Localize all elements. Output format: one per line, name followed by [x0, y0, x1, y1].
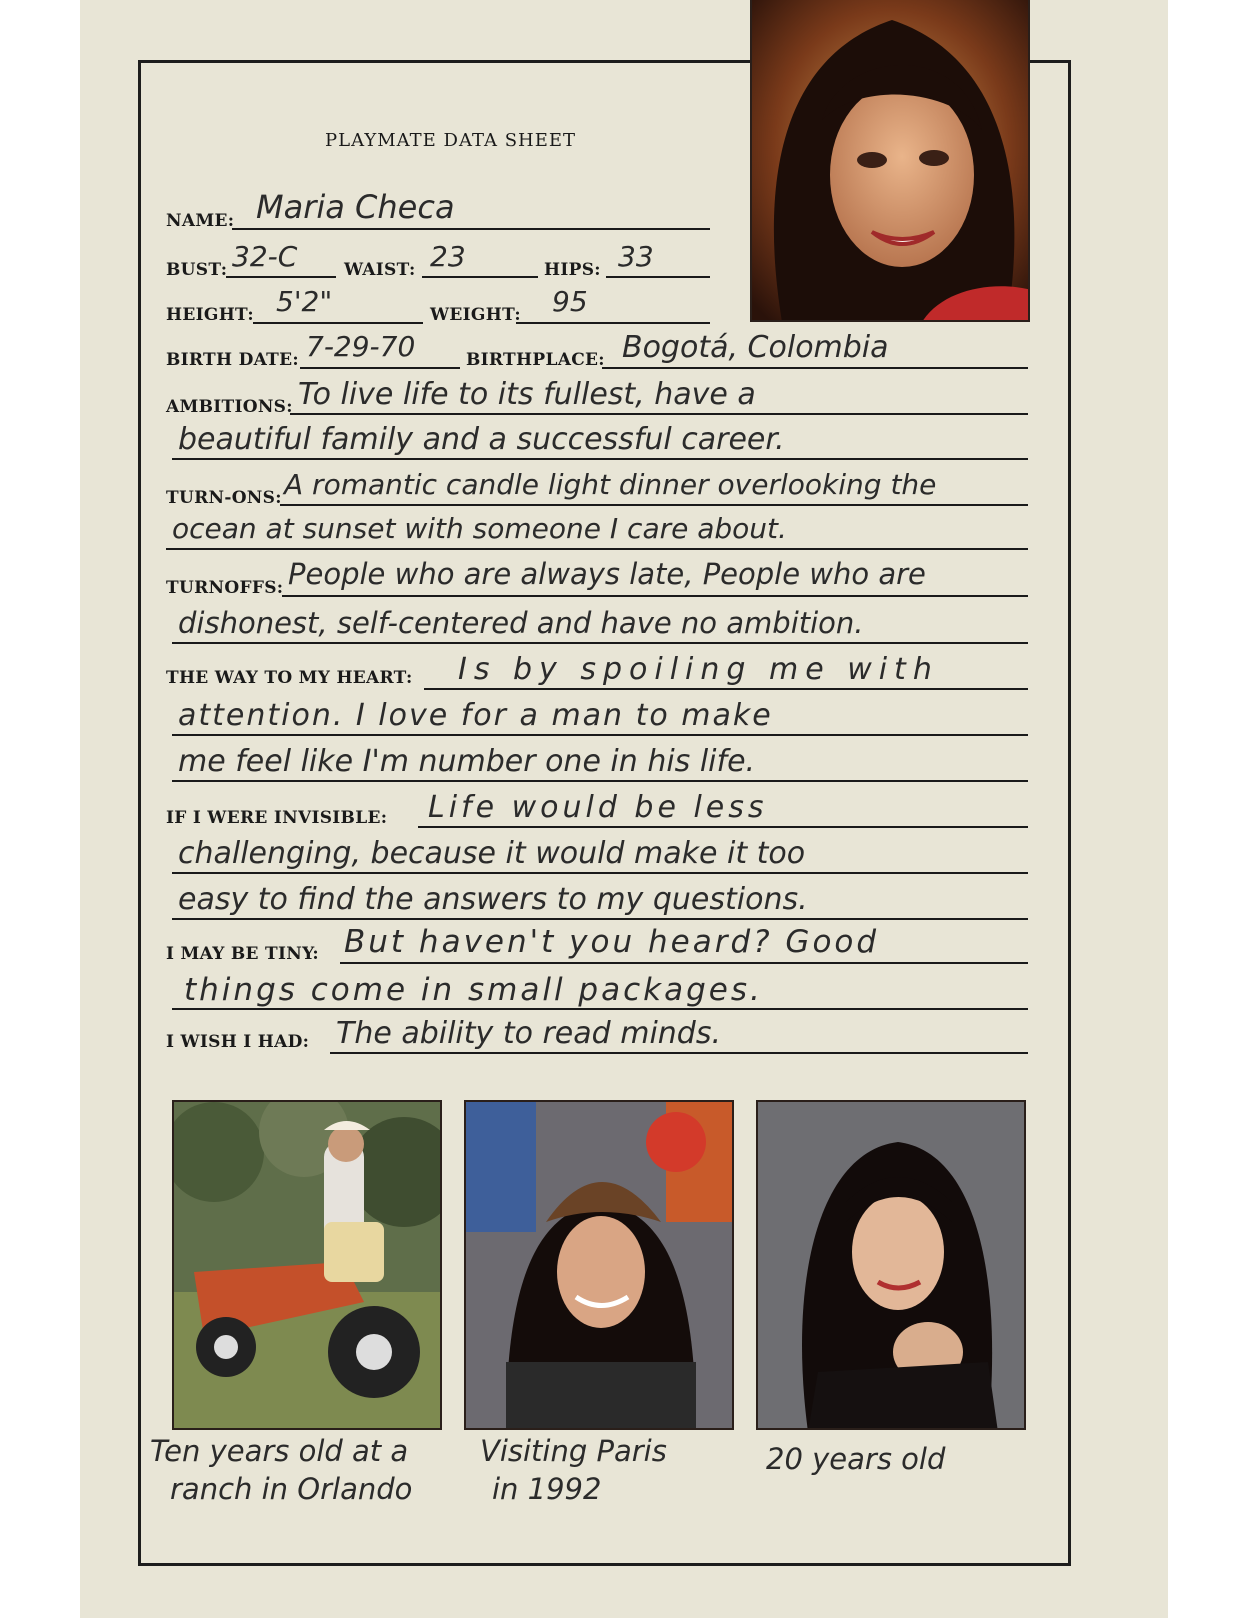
twenty-years-photo — [756, 1100, 1026, 1430]
turn-ons-underline-2 — [166, 548, 1028, 550]
tiny-label: I MAY BE TINY: — [166, 944, 319, 964]
waist-value: 23 — [430, 240, 466, 273]
way-to-heart-label: THE WAY TO MY HEART: — [166, 668, 413, 688]
caption-paris-line-1: Visiting Paris — [480, 1434, 667, 1468]
ambitions-label: AMBITIONS: — [166, 397, 293, 417]
name-label: NAME: — [166, 211, 235, 231]
tiny-underline-2 — [172, 1008, 1028, 1010]
height-label: HEIGHT: — [166, 305, 254, 325]
way-to-heart-line-1: Is by spoiling me with — [458, 652, 939, 687]
page-title: PLAYMATE DATA SHEET — [325, 130, 577, 151]
invisible-underline-3 — [172, 918, 1028, 920]
ambitions-underline-2 — [172, 458, 1028, 460]
bust-underline — [226, 276, 336, 278]
caption-twenty-line-1: 20 years old — [766, 1442, 946, 1476]
wish-value: The ability to read minds. — [336, 1016, 722, 1051]
waist-label: WAIST: — [344, 260, 416, 280]
invisible-underline-1 — [418, 826, 1028, 828]
wish-underline — [330, 1052, 1028, 1054]
hips-value: 33 — [618, 240, 654, 273]
invisible-line-2: challenging, because it would make it too — [178, 836, 806, 871]
way-to-heart-underline-3 — [172, 780, 1028, 782]
turn-ons-label: TURN-ONS: — [166, 488, 282, 508]
invisible-label: IF I WERE INVISIBLE: — [166, 808, 388, 828]
height-underline — [253, 322, 423, 324]
birth-date-value: 7-29-70 — [306, 330, 416, 363]
turn-ons-line-2: ocean at sunset with someone I care about. — [172, 512, 787, 545]
turnoffs-line-1: People who are always late, People who are — [288, 557, 926, 591]
ambitions-line-2: beautiful family and a successful career. — [178, 422, 785, 457]
turn-ons-line-1: A romantic candle light dinner overlooking the — [284, 468, 937, 501]
tiny-line-1: But haven't you heard? Good — [344, 924, 880, 960]
name-value: Maria Checa — [256, 188, 455, 226]
caption-tractor-line-1: Ten years old at a — [150, 1434, 409, 1468]
birthplace-value: Bogotá, Colombia — [622, 330, 889, 365]
wish-label: I WISH I HAD: — [166, 1032, 310, 1052]
birthplace-label: BIRTHPLACE: — [466, 350, 605, 370]
waist-underline — [422, 276, 538, 278]
birthplace-underline — [602, 367, 1028, 369]
way-to-heart-line-3: me feel like I'm number one in his life. — [178, 744, 756, 779]
hips-underline — [606, 276, 710, 278]
tiny-underline-1 — [340, 962, 1028, 964]
turn-ons-underline-1 — [280, 504, 1028, 506]
bust-label: BUST: — [166, 260, 228, 280]
turnoffs-label: TURNOFFS: — [166, 578, 284, 598]
hips-label: HIPS: — [544, 260, 601, 280]
bust-value: 32-C — [232, 240, 298, 273]
paris-photo — [464, 1100, 734, 1430]
invisible-line-3: easy to find the answers to my questions. — [178, 882, 808, 917]
turnoffs-line-2: dishonest, self-centered and have no ambition. — [178, 606, 864, 640]
caption-tractor-line-2: ranch in Orlando — [170, 1472, 413, 1506]
way-to-heart-underline-1 — [424, 688, 1028, 690]
weight-label: WEIGHT: — [430, 305, 522, 325]
turnoffs-underline-1 — [282, 595, 1028, 597]
portrait-photo — [750, 0, 1030, 322]
invisible-line-1: Life would be less — [428, 790, 768, 825]
tiny-line-2: things come in small packages. — [184, 972, 763, 1008]
way-to-heart-underline-2 — [172, 734, 1028, 736]
ambitions-line-1: To live life to its fullest, have a — [298, 377, 756, 412]
birth-date-underline — [300, 367, 460, 369]
way-to-heart-line-2: attention. I love for a man to make — [178, 698, 773, 733]
weight-value: 95 — [552, 285, 588, 318]
turnoffs-underline-2 — [172, 642, 1028, 644]
name-underline — [232, 228, 710, 230]
invisible-underline-2 — [172, 872, 1028, 874]
ambitions-underline-1 — [290, 413, 1028, 415]
caption-paris-line-2: in 1992 — [492, 1472, 602, 1506]
childhood-tractor-photo — [172, 1100, 442, 1430]
birth-date-label: BIRTH DATE: — [166, 350, 299, 370]
height-value: 5'2" — [276, 285, 333, 318]
weight-underline — [516, 322, 710, 324]
